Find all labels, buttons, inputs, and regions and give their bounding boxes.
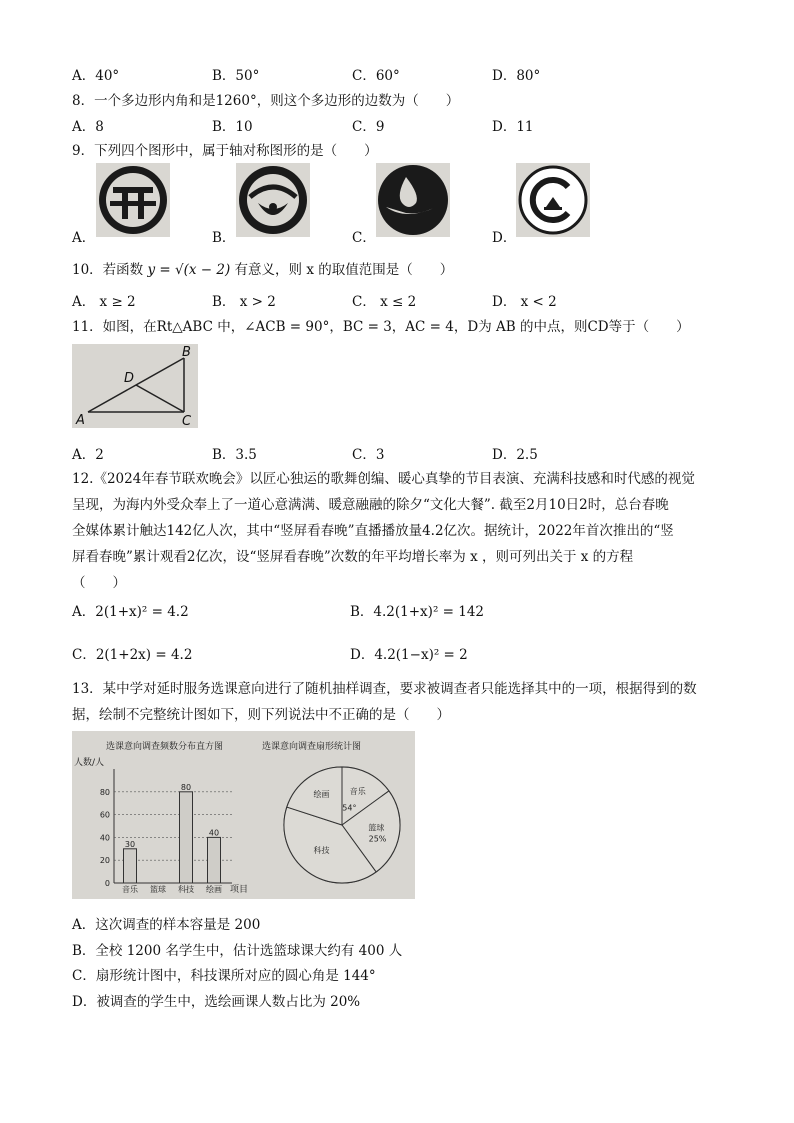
bar-category-label: 绘画 — [206, 885, 222, 894]
survey-charts-image — [72, 731, 415, 899]
q13-option-a: A．这次调查的样本容量是 200 — [72, 917, 261, 933]
q9-stem: 9．下列四个图形中，属于轴对称图形的是（ ） — [72, 143, 378, 159]
q10-option-d: D． x < 2 — [492, 294, 557, 310]
bar-ytick-label: 80 — [99, 787, 110, 797]
q11-option-d: D．2.5 — [492, 447, 538, 463]
q12-option-a: A．2(1+x)² = 4.2 — [72, 604, 189, 620]
q9-option-b: B． — [212, 230, 236, 246]
q10-function: y = √(x − 2) — [147, 262, 231, 278]
bar-1 — [124, 849, 137, 883]
q13-option-c: C．扇形统计图中，科技课所对应的圆心角是 144° — [72, 968, 376, 984]
logo-d-image — [516, 163, 590, 237]
bar-category-label: 篮球 — [150, 885, 166, 894]
pie-slice-label: 篮球 — [368, 823, 385, 833]
q7-option-a: A．40° — [72, 68, 120, 84]
bar-value-label: 30 — [124, 839, 136, 849]
q7-option-b: B．50° — [212, 68, 260, 84]
q7-option-d: D．80° — [492, 68, 541, 84]
q7-option-c: C．60° — [352, 68, 400, 84]
vertex-a-label: A — [76, 413, 85, 428]
pie-annotation: 54° — [342, 803, 357, 813]
q12-line-2: 呈现，为海内外受众奉上了一道心意满满、暖意融融的除夕“文化大餐”. 截至2月10日2时，总台春晚 — [72, 497, 669, 513]
q10-option-a: A． x ≥ 2 — [72, 294, 136, 310]
q9-option-d: D． — [492, 230, 517, 246]
bar-value-label: 80 — [180, 782, 192, 792]
q11-option-b: B．3.5 — [212, 447, 257, 463]
bar-ytick-label: 20 — [99, 856, 110, 866]
logo-a-image — [96, 163, 170, 237]
bar-ytick-label: 40 — [99, 833, 110, 843]
bar-3 — [180, 792, 193, 883]
pie-slice-label: 绘画 — [313, 789, 330, 799]
q13-option-d: D．被调查的学生中，选绘画课人数占比为 20% — [72, 994, 361, 1010]
q10-stem-prefix: 10．若函数 — [72, 262, 144, 278]
q13-option-b: B．全校 1200 名学生中，估计选篮球课大约有 400 人 — [72, 943, 403, 959]
q9-option-a: A． — [72, 230, 96, 246]
q8-option-d: D．11 — [492, 119, 534, 135]
pie-slice-label: 音乐 — [349, 786, 366, 796]
q8-option-b: B．10 — [212, 119, 253, 135]
bar-category-label: 音乐 — [122, 885, 138, 894]
bar-value-label: 40 — [208, 828, 220, 838]
q11-stem: 11．如图，在Rt△ABC 中，∠ACB = 90°，BC = 3，AC = 4，D为 AB 的中点，则CD等于（ ） — [72, 319, 690, 335]
q10-option-b: B． x > 2 — [212, 294, 276, 310]
bar-ytick-label: 60 — [99, 810, 110, 820]
logo-c-image — [376, 163, 450, 237]
bar-chart-title: 选课意向调查频数分布直方图 — [106, 742, 224, 752]
pie-chart-title: 选课意向调查扇形统计图 — [262, 742, 362, 752]
q13-line-1: 13．某中学对延时服务选课意向进行了随机抽样调查，要求被调查者只能选择其中的一项，根据得到的数 — [72, 681, 697, 697]
q13-line-2: 据，绘制不完整统计图如下，则下列说法中不正确的是（ ） — [72, 707, 450, 723]
q12-option-c: C．2(1+2x) = 4.2 — [72, 647, 193, 663]
q12-line-4: 屏看春晚”累计观看2亿次，设“竖屏看春晚”次数的年平均增长率为 x ，则可列出关于 x 的方程 — [72, 549, 634, 565]
q8-option-a: A．8 — [72, 119, 104, 135]
pie-slice-label: 科技 — [313, 846, 330, 856]
q12-option-d: D．4.2(1−x)² = 2 — [350, 647, 468, 663]
q8-stem: 8．一个多边形内角和是1260°，则这个多边形的边数为（ ） — [72, 93, 460, 109]
bar-chart-ylabel: 人数/人 — [74, 758, 105, 768]
bar-ytick-label: 0 — [104, 879, 110, 888]
q12-line-1: 12.《2024年春节联欢晚会》以匠心独运的歌舞创编、暖心真挚的节目表演、充满科技感和时代感的视觉 — [72, 471, 695, 487]
vertex-b-label: B — [182, 345, 191, 360]
q9-option-c: C． — [352, 230, 376, 246]
point-d-label: D — [124, 371, 135, 386]
q10-stem — [72, 258, 453, 278]
q10-option-c: C． x ≤ 2 — [352, 294, 417, 310]
bar-category-label: 科技 — [178, 885, 194, 894]
bar-4 — [208, 837, 221, 883]
q8-option-c: C．9 — [352, 119, 385, 135]
q12-line-3: 全媒体累计触达142亿人次，其中“竖屏看春晚”直播播放量4.2亿次。据统计，2022年首次推出的“竖 — [72, 523, 674, 539]
q12-option-b: B．4.2(1+x)² = 142 — [350, 604, 485, 620]
bar-chart-xlabel: 项目 — [230, 885, 249, 895]
q12-line-5: （ ） — [72, 575, 126, 591]
q13-stem — [72, 676, 722, 728]
q11-option-c: C．3 — [352, 447, 385, 463]
pie-annotation: 25% — [368, 834, 387, 844]
vertex-c-label: C — [182, 414, 192, 428]
q12-stem — [72, 466, 722, 596]
q11-option-a: A．2 — [72, 447, 104, 463]
triangle-figure — [72, 344, 198, 428]
q10-stem-suffix: 有意义，则 x 的取值范围是（ ） — [234, 262, 454, 278]
logo-b-image — [236, 163, 310, 237]
